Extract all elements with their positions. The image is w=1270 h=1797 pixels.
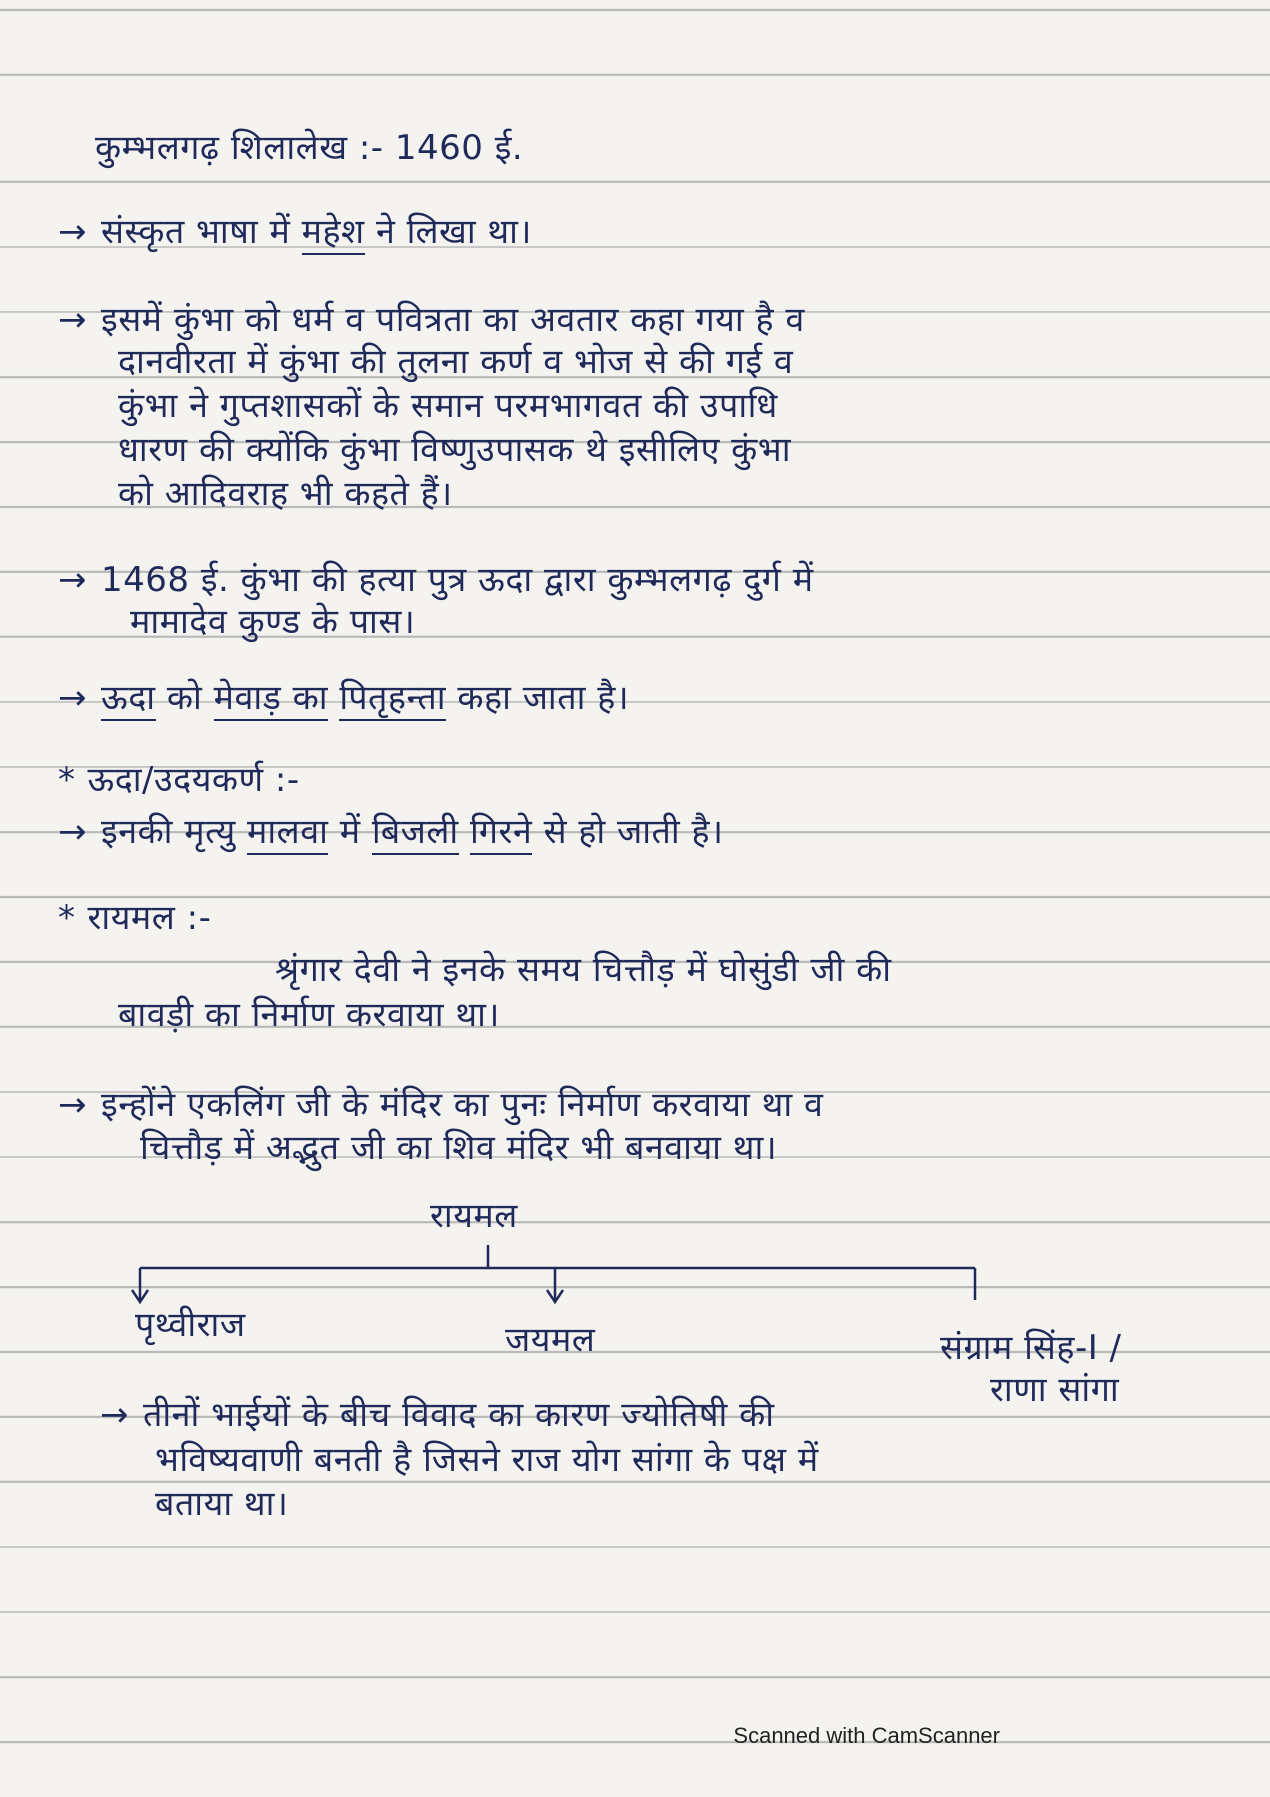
arrow-icon: → <box>58 560 87 600</box>
point-3-line-2: मामादेव कुण्ड के पास। <box>130 602 416 642</box>
last-line-3: बताया था। <box>155 1484 289 1524</box>
point-2-line-3: कुंभा ने गुप्तशासकों के समान परमभागवत की उपाधि <box>118 386 778 426</box>
camscanner-footer: Scanned with CamScanner <box>733 1723 1000 1748</box>
point-2-text-1: इसमें कुंभा को धर्म व पवित्रता का अवतार कहा गया है व <box>101 300 805 340</box>
raimal-line-1: श्रृंगार देवी ने इनके समय चित्तौड़ में घोसुंडी जी की <box>275 950 892 990</box>
tree-child-3-alias: राणा सांगा <box>990 1370 1120 1410</box>
uda-pre: इनकी मृत्यु <box>101 812 236 852</box>
point-2-line-2: दानवीरता में कुंभा की तुलना कर्ण व भोज से की गई व <box>118 342 794 382</box>
raimal-title: रायमल :- <box>87 898 212 938</box>
point-1-name: महेश <box>302 212 365 255</box>
point-1-post: ने लिखा था। <box>375 212 532 252</box>
arrow-icon: → <box>58 678 87 718</box>
tree-child-2: जयमल <box>505 1320 596 1360</box>
point-3-text-1: 1468 ई. कुंभा की हत्या पुत्र ऊदा द्वारा कुम्भलगढ़ दुर्ग में <box>101 560 814 600</box>
last-text-1: तीनों भाईयों के बीच विवाद का कारण ज्योतिषी की <box>143 1395 775 1435</box>
point-2-line-4: धारण की क्योंकि कुंभा विष्णुउपासक थे इसीलिए कुंभा <box>118 430 792 470</box>
star-icon: * <box>58 760 76 800</box>
arrow-icon: → <box>58 1085 87 1125</box>
point-4-t2: कहा जाता है। <box>457 678 630 718</box>
tree-child-3: संग्राम सिंह-I / <box>940 1328 1122 1368</box>
arrow-icon: → <box>100 1395 129 1435</box>
uda-mid: में <box>339 812 361 852</box>
last-line-2: भविष्यवाणी बनती है जिसने राज योग सांगा के पक्ष में <box>155 1440 819 1480</box>
heading-year: 1460 ई. <box>394 128 524 168</box>
uda-title: ऊदा/उदयकर्ण :- <box>87 760 300 800</box>
uda-u2: बिजली <box>372 812 459 855</box>
last-line-1 <box>100 1395 775 1435</box>
arrow-icon: → <box>58 300 87 340</box>
raimal-text-3: इन्होंने एकलिंग जी के मंदिर का पुनः निर्माण करवाया था व <box>101 1085 824 1125</box>
heading-title: कुम्भलगढ़ शिलालेख <box>95 128 348 168</box>
arrow-icon: → <box>58 812 87 852</box>
uda-post: से हो जाती है। <box>543 812 724 852</box>
point-1-pre: संस्कृत भाषा में <box>101 212 291 252</box>
uda-u3: गिरने <box>470 812 532 855</box>
raimal-line-4: चित्तौड़ में अद्भुत जी का शिव मंदिर भी बनवाया था। <box>140 1128 778 1168</box>
star-icon: * <box>58 898 76 938</box>
uda-u1: मालवा <box>247 812 328 855</box>
arrow-icon: → <box>58 212 87 252</box>
point-2-line-5: को आदिवराह भी कहते हैं। <box>118 474 453 514</box>
point-4-u3: पितृहन्ता <box>339 678 446 721</box>
point-4-u2: मेवाड़ का <box>214 678 328 721</box>
tree-child-1: पृथ्वीराज <box>135 1305 246 1345</box>
point-4-u1: ऊदा <box>101 678 156 721</box>
tree-root: रायमल <box>430 1196 518 1236</box>
point-4-t1: को <box>166 678 203 718</box>
heading-sep: :- <box>358 128 384 168</box>
raimal-line-2: बावड़ी का निर्माण करवाया था। <box>118 995 500 1035</box>
